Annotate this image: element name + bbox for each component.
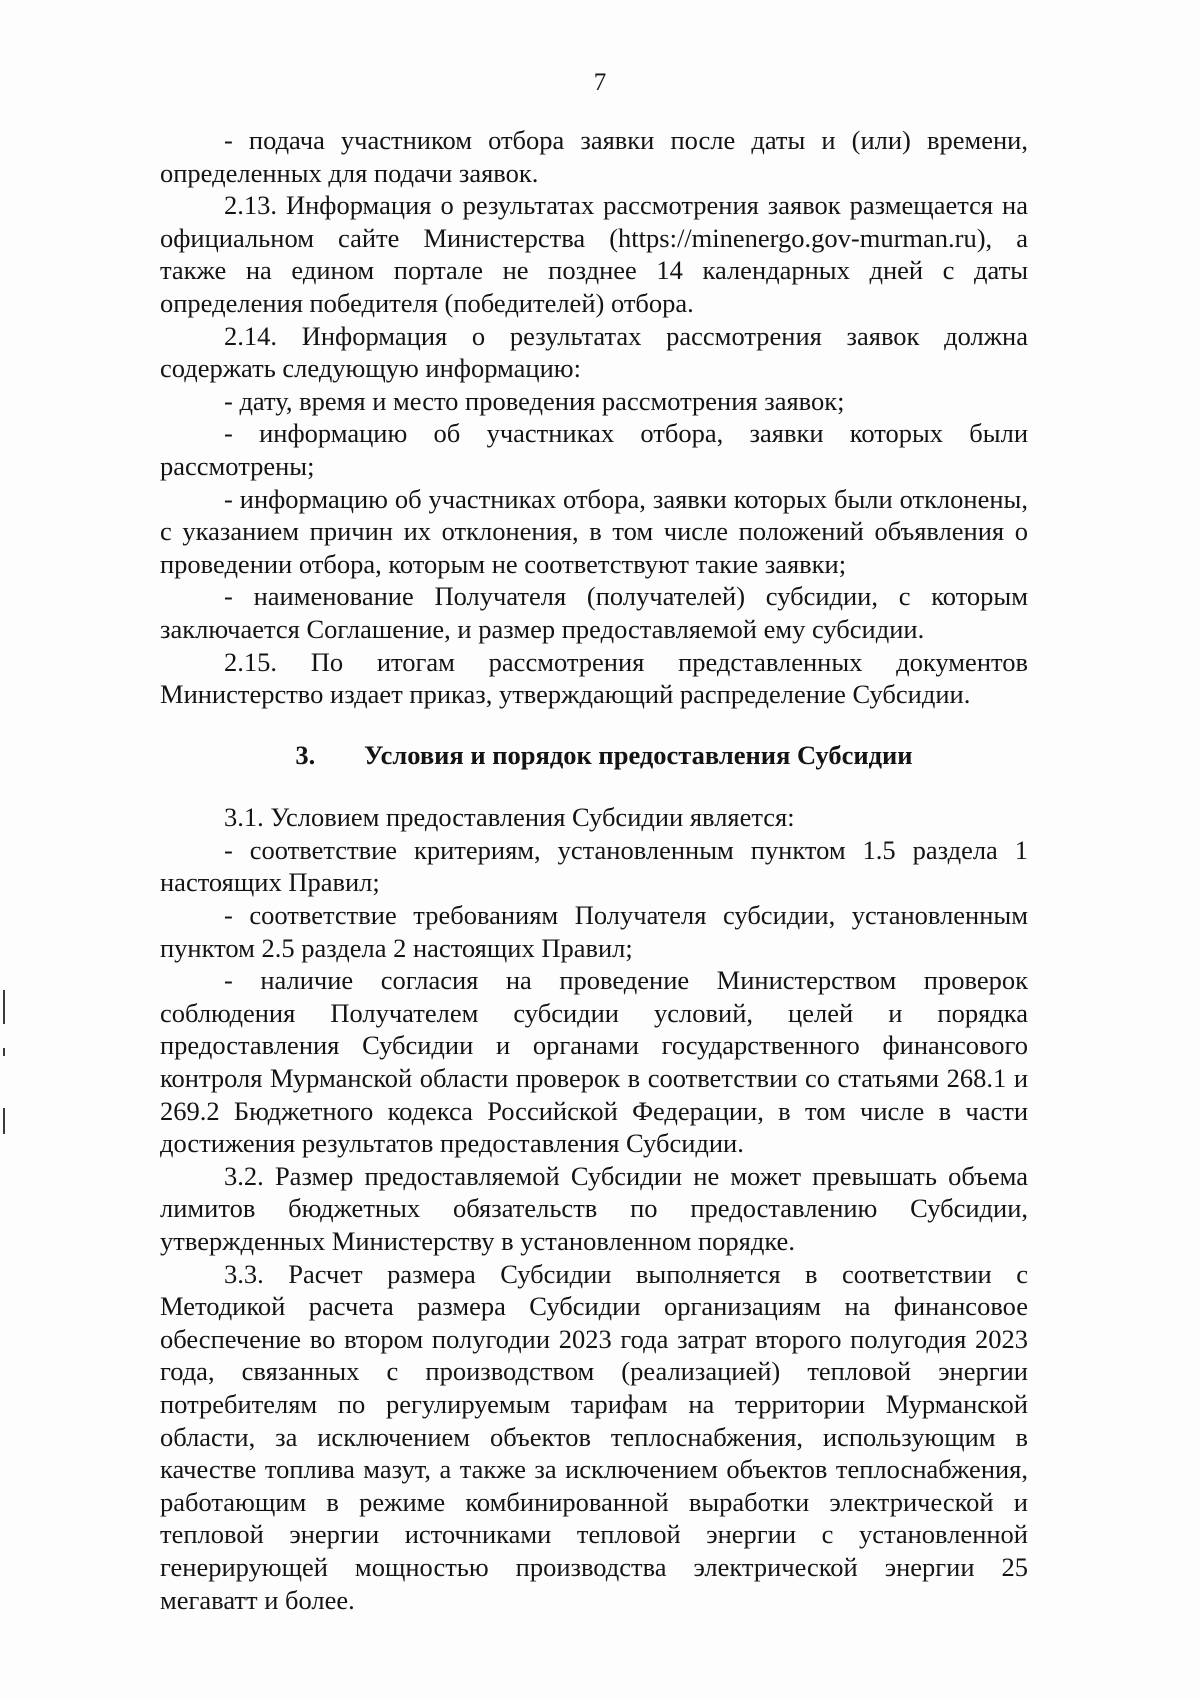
list-item-recipient: - наименование Получателя (получателей) субсидии, с которым заключается Соглашение, и размер предоставляемой ему субсидии.	[160, 581, 1028, 644]
list-item-criteria: - соответствие критериям, установленным пунктом 1.5 раздела 1 настоящих Правил;	[160, 834, 1028, 898]
page-number: 7	[593, 69, 607, 96]
list-item-date-place: - дату, время и место проведения рассмотрения заявок;	[224, 385, 845, 416]
section-heading-3	[160, 739, 1028, 772]
paragraph-2-14: 2.14. Информация о результатах рассмотрения заявок должна содержать следующую информацию:	[160, 320, 1028, 384]
paragraph-3-3: 3.3. Расчет размера Субсидии выполняется в соответствии с Методикой расчета размера Субсидии организациям на финансовое обеспечение во втором полугодии 2023 года затрат второго полугодия 2023 года, связанных с производством (реализацией) тепловой энергии потребителям по регулируемым тарифам на территории Мурманской области, за исключением объектов теплоснабжения, использующим в качестве топлива мазут, а также за исключением объектов теплоснабжения, работающим в режиме комбинированной выработки электрической и тепловой энергии источниками тепловой энергии с установленной генерирующей мощностью производства электрической энергии 25 мегаватт и более.	[160, 1258, 1028, 1615]
section-number: 3.	[295, 739, 316, 770]
list-item-rejected: - информацию об участниках отбора, заявки которых были отклонены, с указанием причин их отклонения, в том числе положений объявления о проведении отбора, которым не соответствуют такие заявки;	[160, 483, 1028, 579]
paragraph-3-1: 3.1. Условием предоставления Субсидии является:	[224, 802, 795, 833]
paragraph-late-submission: - подача участником отбора заявки после даты и (или) времени, определенных для подачи заявок.	[160, 125, 1028, 188]
document-body	[160, 124, 1028, 1616]
paragraph-3-2: 3.2. Размер предоставляемой Субсидии не может превышать объема лимитов бюджетных обязательств по предоставлению Субсидии, утвержденных Министерству в установленном порядке.	[160, 1160, 1028, 1256]
scan-edge-mark	[3, 990, 5, 1024]
list-item-consent: - наличие согласия на проведение Министерством проверок соблюдения Получателем субсидии условий, целей и порядка предоставления Субсидии и органами государственного финансового контроля Мурманской области проверок в соответствии со статьями 268.1 и 269.2 Бюджетного кодекса Российской Федерации, в том числе в части достижения результатов предоставления Субсидии.	[160, 965, 1028, 1159]
scan-edge-mark	[3, 1108, 5, 1134]
paragraph-2-13: 2.13. Информация о результатах рассмотрения заявок размещается на официальном сайте Министерства (https://minenergo.gov-murman.ru), а также на едином портале не позднее 14 календарных дней с даты определения победителя (победителей) отбора.	[160, 190, 1028, 318]
list-item-requirements: - соответствие требованиям Получателя субсидии, установленным пунктом 2.5 раздела 2 настоящих Правил;	[160, 900, 1028, 963]
paragraph-2-15: 2.15. По итогам рассмотрения представленных документов Министерство издает приказ, утверждающий распределение Субсидии.	[160, 646, 1028, 710]
section-title: Условия и порядок предоставления Субсидии	[364, 739, 913, 770]
scan-edge-mark	[3, 1048, 5, 1056]
list-item-considered: - информацию об участниках отбора, заявки которых были рассмотрены;	[160, 418, 1028, 481]
